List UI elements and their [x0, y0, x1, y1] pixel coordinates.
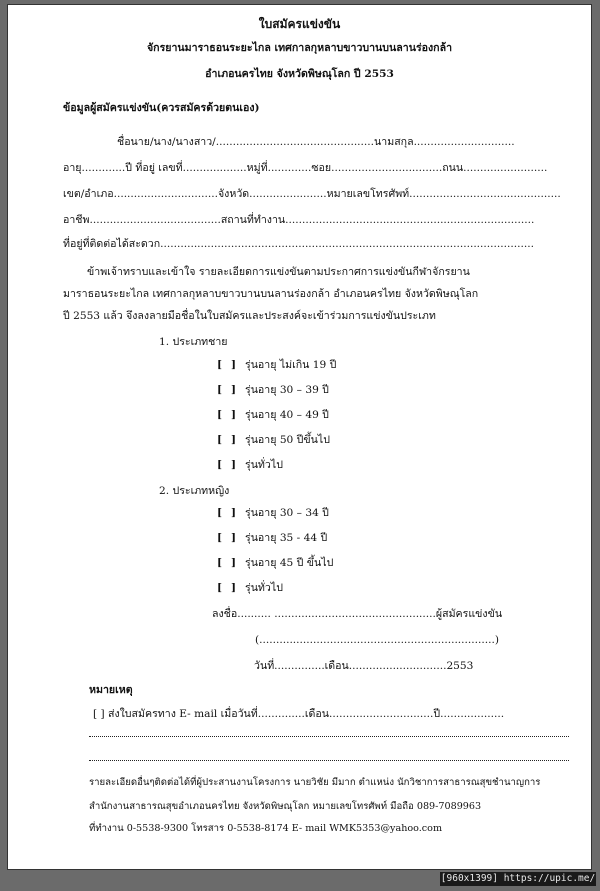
checkbox-close: ] — [231, 384, 237, 396]
applicant-contact-address-line: ที่อยู่ที่ติดต่อได้สะดวก............................................................................................................... — [63, 238, 534, 250]
option-label: รุ่นอายุ 45 ปี ขึ้นไป — [245, 557, 334, 569]
category-men-option[interactable] — [217, 384, 329, 397]
category-women-title: 2. ประเภทหญิง — [159, 485, 230, 497]
option-label: รุ่นอายุ ไม่เกิน 19 ปี — [245, 359, 337, 371]
category-women-option[interactable] — [217, 532, 327, 545]
checkbox-close: ] — [231, 582, 237, 594]
declaration-line-1: ข้าพเจ้าทราบและเข้าใจ รายละเอียดการแข่งขันตามประกาศการแข่งขันกีฬาจักรยาน — [87, 266, 470, 278]
watermark-label: [960x1399] https://upic.me/ — [440, 873, 596, 884]
notes-blank-line — [89, 760, 569, 761]
option-label: รุ่นอายุ 40 – 49 ปี — [245, 409, 329, 421]
signature-name-line: (......................................................................) — [255, 634, 499, 646]
signature-line: ลงชื่อ.......... ................................................ผู้สมัครแข่งขัน — [212, 608, 503, 620]
checkbox-close: ] — [231, 409, 237, 421]
checkbox-open: [ — [217, 384, 223, 396]
email-submission-line: [ ] ส่งใบสมัครทาง E- mail เมื่อวันที่..............เดือน...............................ปี................... — [93, 708, 505, 720]
signature-date-line: วันที่...............เดือน.............................2553 — [254, 660, 474, 672]
category-men-title: 1. ประเภทชาย — [159, 336, 228, 348]
option-label: รุ่นอายุ 50 ปีขึ้นไป — [245, 434, 330, 446]
checkbox-close: ] — [231, 507, 237, 519]
category-men-option[interactable] — [217, 409, 329, 422]
option-label: รุ่นอายุ 30 – 39 ปี — [245, 384, 329, 396]
form-title: ใบสมัครแข่งขัน — [258, 17, 341, 31]
declaration-line-3: ปี 2553 แล้ว จึงลงลายมือชื่อในใบสมัครและประสงค์จะเข้าร่วมการแข่งขันประเภท — [63, 310, 436, 322]
checkbox-open: [ — [217, 557, 223, 569]
checkbox-open: [ — [217, 532, 223, 544]
applicant-age-address-line: อายุ.............ปี ที่อยู่ เลขที่...................หมู่ที่.............ซอย.................................ถนน......................... — [63, 162, 548, 174]
category-women-option[interactable] — [217, 507, 329, 520]
category-men-option[interactable] — [217, 434, 330, 447]
checkbox-open: [ — [217, 359, 223, 371]
notes-heading: หมายเหตุ — [89, 684, 133, 696]
option-label: รุ่นอายุ 30 – 34 ปี — [245, 507, 329, 519]
notes-blank-line — [89, 736, 569, 737]
checkbox-close: ] — [231, 459, 237, 471]
contact-line-1: รายละเอียดอื่นๆติดต่อได้ที่ผู้ประสานงานโครงการ นายวิชัย มีมาก ตำแหน่ง นักวิชาการสาธารณสุขชำนาญการ — [89, 777, 541, 788]
checkbox-close: ] — [231, 557, 237, 569]
applicant-district-phone-line: เขต/อำเภอ...............................จังหวัด.......................หมายเลขโทรศัพท์............................................. — [63, 188, 561, 200]
applicant-heading: ข้อมูลผู้สมัครแข่งขัน(ควรสมัครด้วยตนเอง) — [63, 102, 260, 114]
checkbox-close: ] — [231, 434, 237, 446]
checkbox-open: [ — [217, 459, 223, 471]
category-women-option[interactable] — [217, 582, 283, 595]
applicant-occupation-line: อาชีพ.......................................สถานที่ทำงาน.......................................................................... — [63, 214, 535, 226]
option-label: รุ่นทั่วไป — [245, 459, 283, 471]
form-location: อำเภอนครไทย จังหวัดพิษณุโลก ปี 2553 — [205, 68, 394, 80]
application-form — [7, 4, 592, 870]
category-men-option[interactable] — [217, 459, 283, 472]
checkbox-close: ] — [231, 532, 237, 544]
contact-line-3: ที่ทำงาน 0-5538-9300 โทรสาร 0-5538-8174 E- mail WMK5353@yahoo.com — [89, 823, 443, 834]
checkbox-close: ] — [231, 359, 237, 371]
checkbox-open: [ — [217, 434, 223, 446]
option-label: รุ่นทั่วไป — [245, 582, 283, 594]
checkbox-open: [ — [217, 409, 223, 421]
contact-line-2: สำนักงานสาธารณสุขอำเภอนครไทย จังหวัดพิษณุโลก หมายเลขโทรศัพท์ มือถือ 089-7089963 — [89, 801, 482, 812]
declaration-line-2: มาราธอนระยะไกล เทศกาลกุหลาบขาวบานบนลานร่องกล้า อำเภอนครไทย จังหวัดพิษณุโลก — [63, 288, 479, 300]
checkbox-open: [ — [217, 582, 223, 594]
checkbox-open: [ — [217, 507, 223, 519]
form-subtitle: จักรยานมาราธอนระยะไกล เทศกาลกุหลาบขาวบานบนลานร่องกล้า — [146, 42, 453, 54]
category-men-option[interactable] — [217, 359, 336, 372]
applicant-name-line: ชื่อนาย/นาง/นางสาว/...............................................นามสกุล.............................. — [117, 136, 515, 148]
option-label: รุ่นอายุ 35 - 44 ปี — [245, 532, 328, 544]
category-women-option[interactable] — [217, 557, 333, 570]
